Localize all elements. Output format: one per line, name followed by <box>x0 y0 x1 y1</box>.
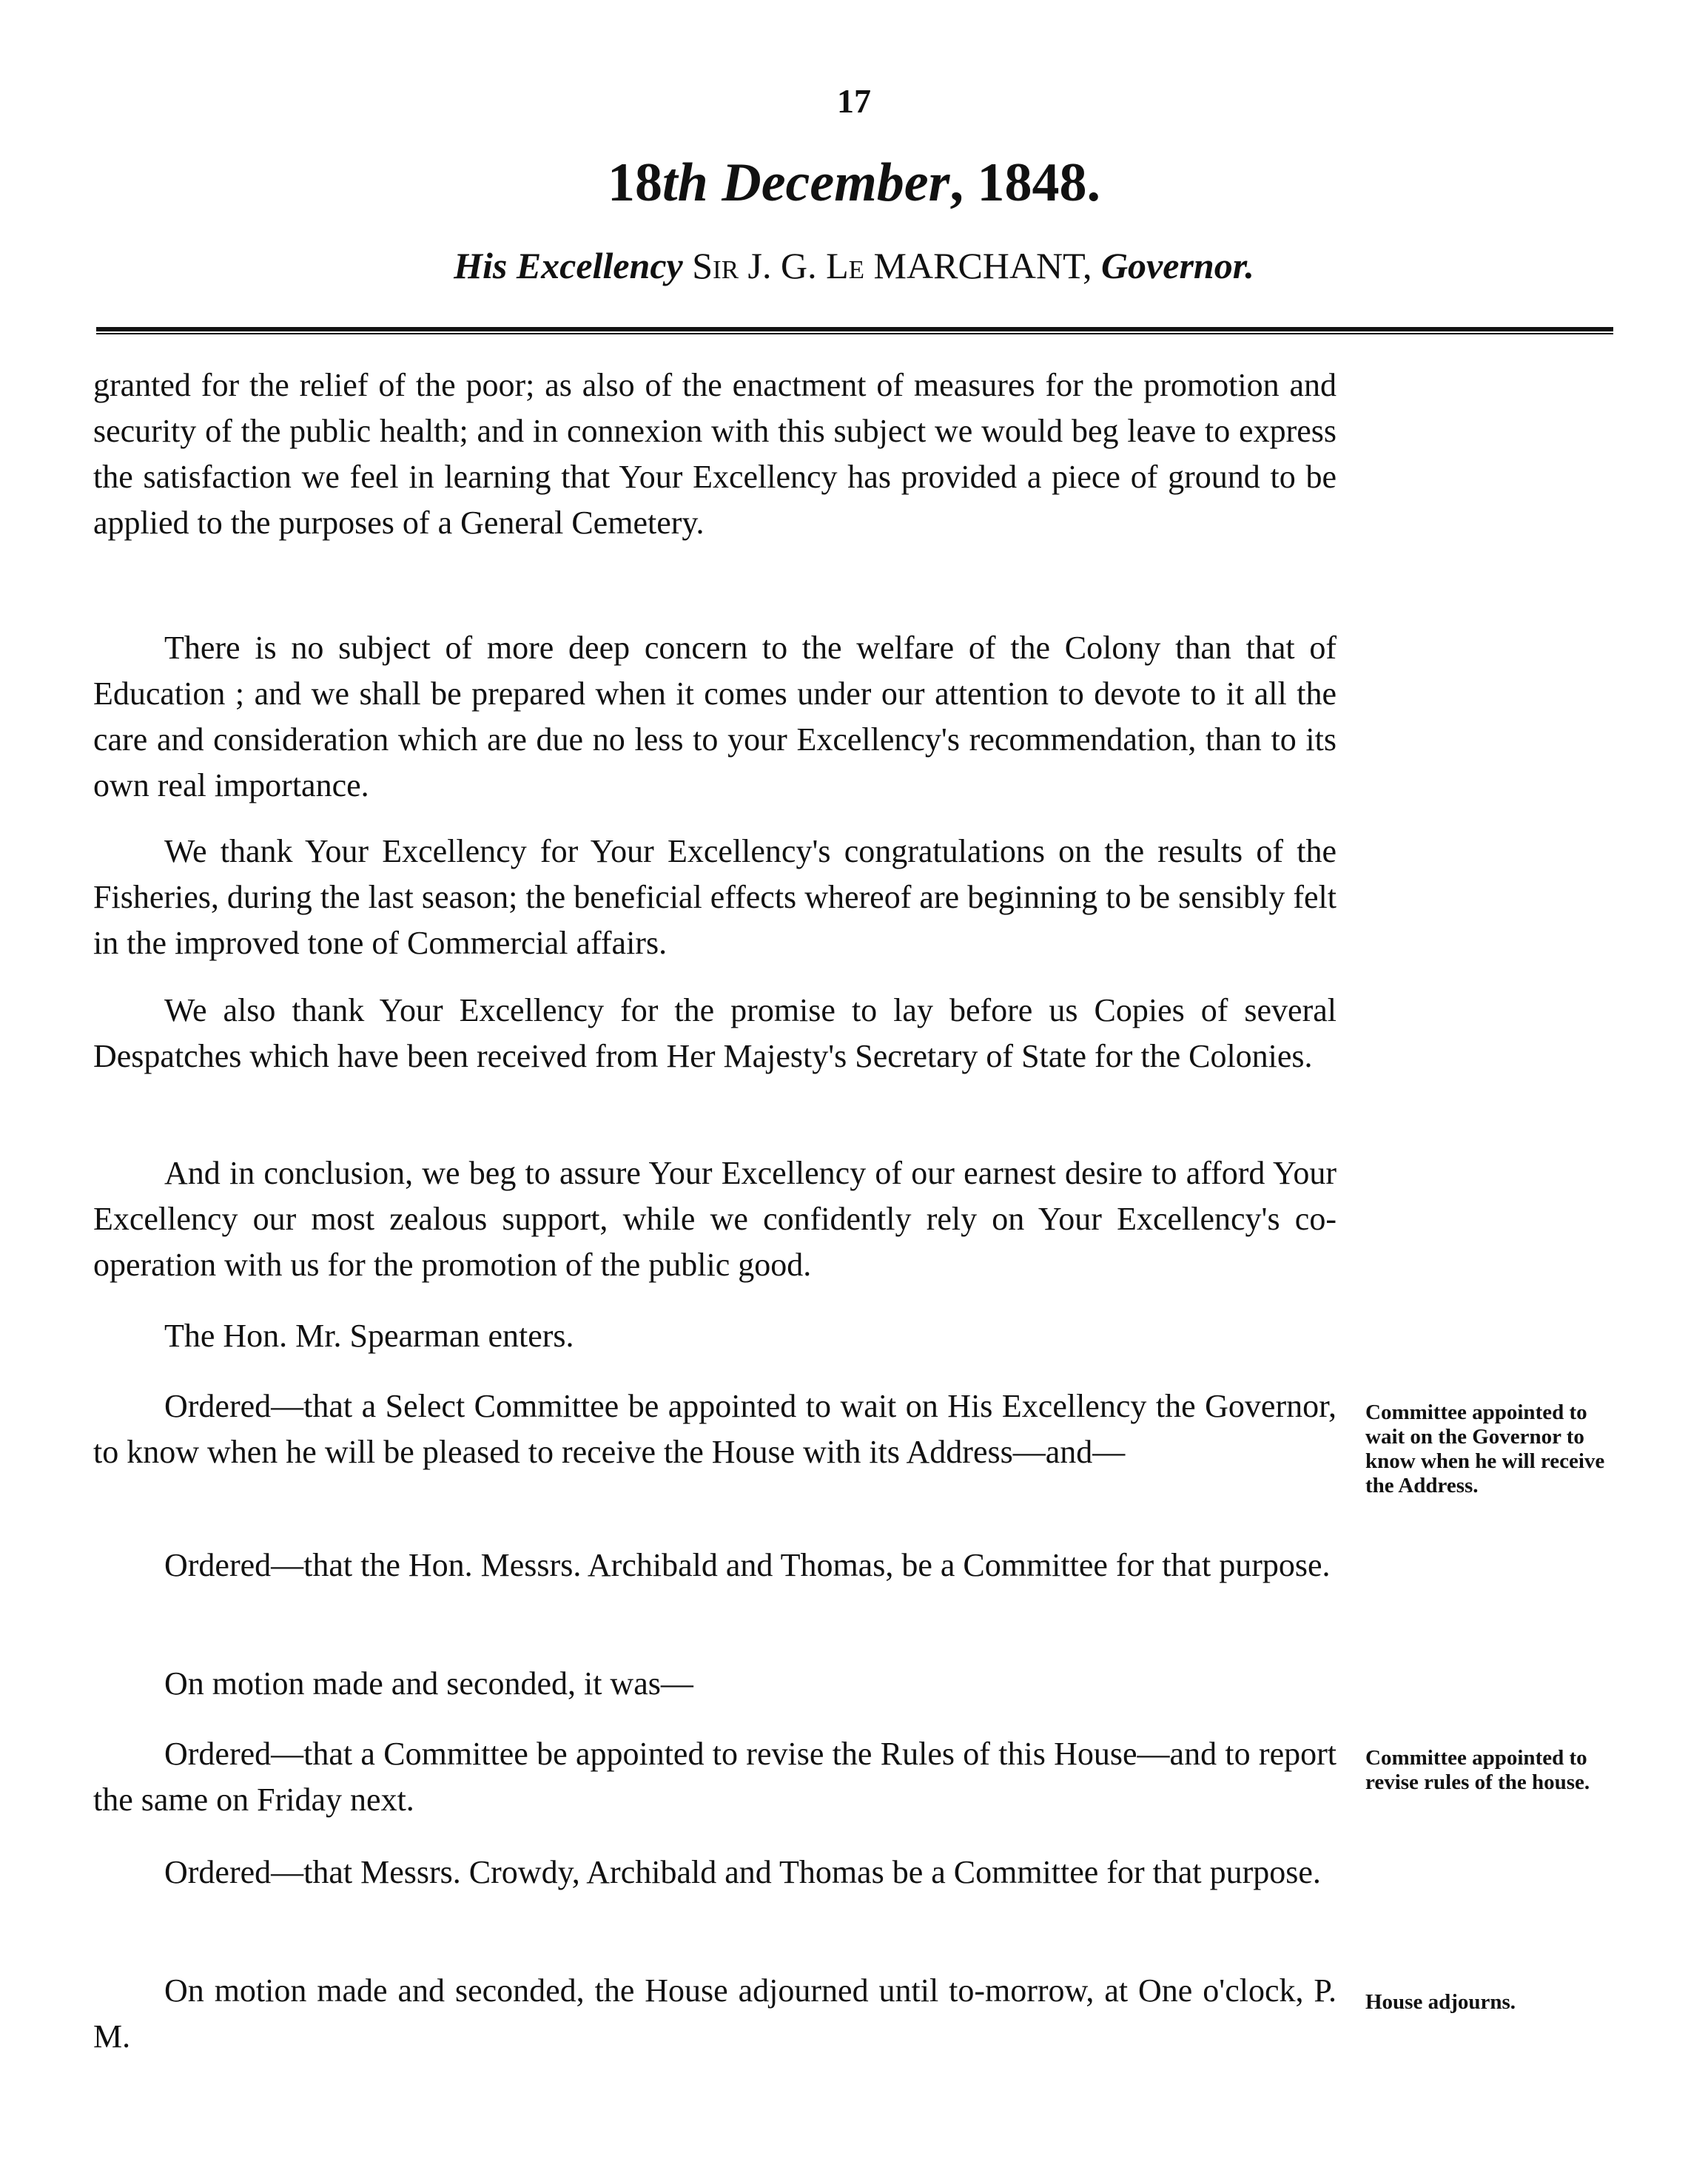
paragraph-text: And in conclusion, we beg to assure Your Excellency of our earnest desire to afford Your Excellency our most zealous support, while we confidently rely on Your Excellency's co-operation with us for the promotion of the public good. <box>93 1155 1337 1283</box>
paragraph-adjournment <box>93 1968 1337 2060</box>
date-suffix: th <box>662 152 708 213</box>
paragraph-text: Ordered—that Messrs. Crowdy, Archibald and Thomas be a Committee for that purpose. <box>164 1854 1321 1890</box>
page-number: 17 <box>837 82 871 120</box>
paragraph-conclusion <box>93 1150 1337 1288</box>
paragraph-text: On motion made and seconded, it was— <box>164 1665 693 1702</box>
paragraph-archibald-thomas <box>93 1543 1337 1588</box>
paragraph-crowdy-committee <box>93 1850 1337 1895</box>
paragraph-select-committee <box>93 1383 1337 1475</box>
paragraph-text: Ordered—that a Committee be appointed to revise the Rules of this House—and to report the same on Friday next. <box>93 1736 1337 1818</box>
paragraph-text: Ordered—that the Hon. Messrs. Archibald and Thomas, be a Committee for that purpose. <box>164 1547 1331 1583</box>
date-month: December <box>722 152 950 213</box>
paragraph-text: There is no subject of more deep concern to the welfare of the Colony than that of Education ; and we shall be prepared when it comes under our attention to devote to it all the care and consideration which are due no less to your Excellency's recommendation, than to its own real importance. <box>93 630 1337 803</box>
paragraph-revise-rules <box>93 1731 1337 1823</box>
paragraph-text: We also thank Your Excellency for the promise to lay before us Copies of several Despatches which have been received from Her Majesty's Secretary of State for the Colonies. <box>93 992 1337 1074</box>
header-rule <box>96 327 1613 334</box>
date-heading <box>0 152 1708 215</box>
paragraph-text: We thank Your Excellency for Your Excellency's congratulations on the results of the Fisheries, during the last season; the beneficial effects whereof are beginning to be sensibly felt in the improved tone of Commercial affairs. <box>93 833 1337 961</box>
paragraph-text: granted for the relief of the poor; as also of the enactment of measures for the promotion and security of the public health; and in connexion with this subject we would beg leave to express the satisfaction we feel in learning that Your Excellency has provided a piece of ground to be applied to the purposes of a General Cemetery. <box>93 367 1337 541</box>
margin-note-revise-rules: Committee appointed to revise rules of the house. <box>1365 1746 1590 1794</box>
paragraph-text: On motion made and seconded, the House adjourned until to-morrow, at One o'clock, P. M. <box>93 1972 1337 2055</box>
paragraph-education <box>93 625 1337 809</box>
governor-line <box>0 244 1708 287</box>
governor-name: Sir J. G. Le MARCHANT, <box>692 245 1092 286</box>
paragraph-relief <box>93 363 1337 546</box>
date-day: 18 <box>608 152 663 213</box>
paragraph-fisheries <box>93 829 1337 966</box>
margin-note-committee-governor: Committee appointed to wait on the Governor to know when he will receive the Address. <box>1365 1401 1605 1497</box>
governor-prefix: His Excellency <box>454 245 683 286</box>
margin-note-house-adjourns: House adjourns. <box>1365 1990 1516 2014</box>
governor-title: Governor. <box>1100 245 1254 286</box>
paragraph-spearman-enters <box>93 1313 1337 1359</box>
paragraph-motion <box>93 1661 1337 1707</box>
paragraph-text: The Hon. Mr. Spearman enters. <box>164 1318 574 1354</box>
paragraph-text: Ordered—that a Select Committee be appointed to wait on His Excellency the Governor, to know when he will be pleased to receive the House with its Address—and— <box>93 1388 1337 1470</box>
paragraph-despatches <box>93 988 1337 1079</box>
date-year: , 1848. <box>949 152 1100 213</box>
